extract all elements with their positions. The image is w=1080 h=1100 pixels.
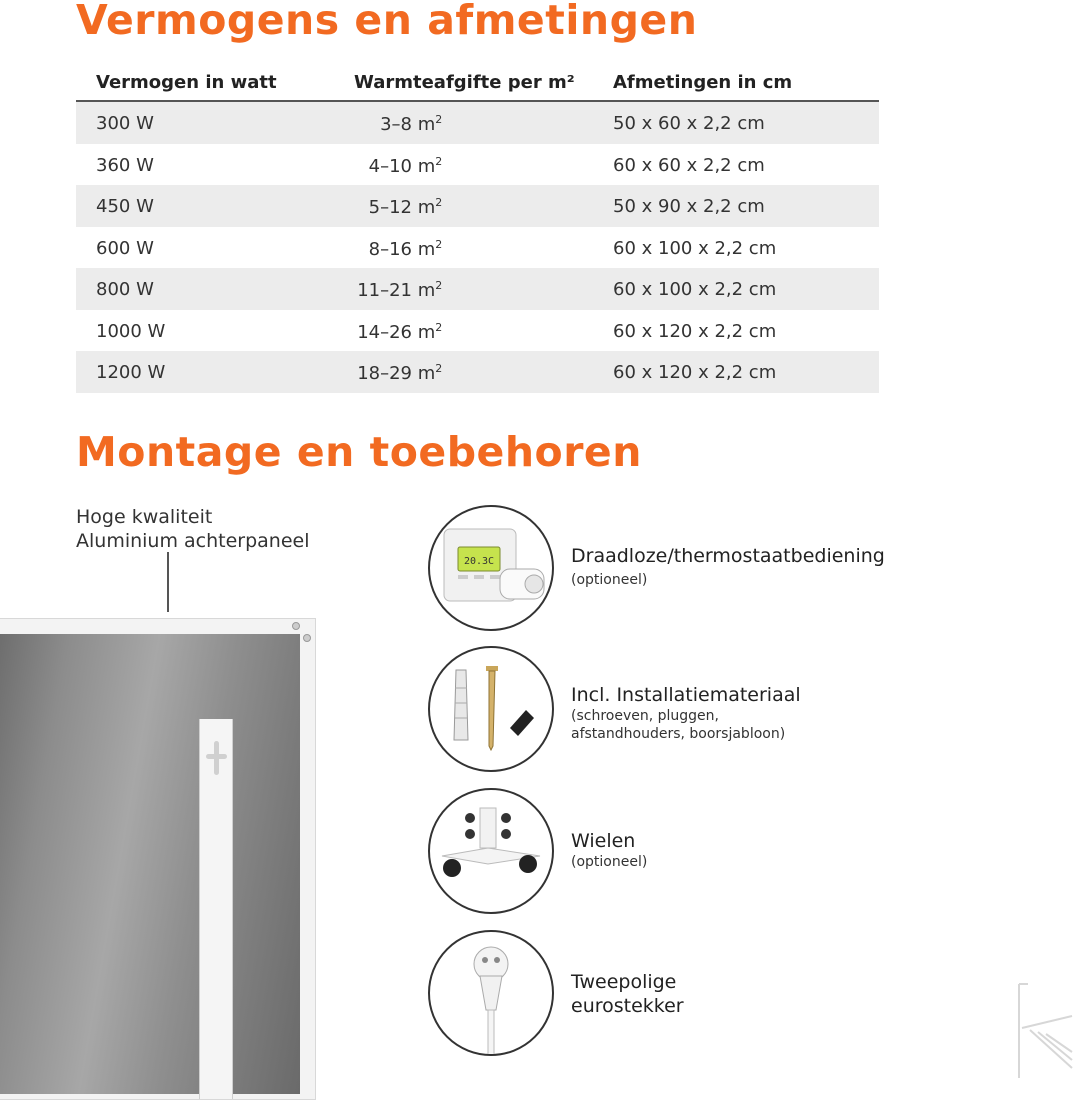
superscript: 2 <box>435 237 443 251</box>
cell-area-unit: m <box>417 155 436 177</box>
cell-area-unit: m <box>417 197 436 218</box>
panel-label <box>76 505 310 553</box>
cell-area <box>354 238 442 260</box>
thermostat-icon <box>430 507 552 629</box>
cell-dimensions: 50 x 90 x 2,2 cm <box>613 196 765 217</box>
brand-logo-icon <box>1016 982 1080 1082</box>
accessory-title-plug-2: eurostekker <box>571 995 684 1017</box>
superscript: 2 <box>435 279 443 292</box>
accessory-sub-wheels: (optioneel) <box>571 854 648 870</box>
cell-area-value: 5–12 <box>368 197 412 218</box>
cell-power: 1000 W <box>96 320 166 342</box>
accessory-title-thermostat: Draadloze/thermostaatbediening <box>571 545 885 567</box>
bracket-slot <box>206 754 227 759</box>
cell-area <box>354 155 442 177</box>
accessory-sub-thermostat: (optioneel) <box>571 572 648 588</box>
cell-dimensions: 50 x 60 x 2,2 cm <box>613 113 765 134</box>
table-row <box>76 102 879 144</box>
cell-area-value: 4–10 <box>368 155 412 177</box>
svg-text:20.3C: 20.3C <box>463 556 495 567</box>
cell-area-unit: m <box>417 280 436 301</box>
cell-area-value: 18–29 <box>357 363 412 384</box>
accessory-sub-installation-1: (schroeven, pluggen, <box>571 708 719 724</box>
accessory-title-installation: Incl. Installatiemateriaal <box>571 684 801 706</box>
wheels-image <box>428 788 554 914</box>
cell-power: 450 W <box>96 196 154 217</box>
thermostat-image <box>428 505 554 631</box>
superscript: 2 <box>435 196 443 209</box>
accessory-title-wheels: Wielen <box>571 830 636 852</box>
header-dimensions: Afmetingen in cm <box>613 72 793 93</box>
table-row <box>76 351 879 393</box>
superscript: 2 <box>435 113 443 126</box>
panel-label-line2: Aluminium achterpaneel <box>76 530 310 552</box>
mounting-bracket <box>199 719 233 1099</box>
cell-dimensions: 60 x 120 x 2,2 cm <box>613 320 777 342</box>
panel-label-line1: Hoge kwaliteit <box>76 506 213 528</box>
table-row <box>76 310 879 352</box>
plug-icon <box>430 932 552 1054</box>
header-power: Vermogen in watt <box>96 72 277 93</box>
cell-area-value: 3–8 <box>380 114 412 135</box>
cell-area-value: 14–26 <box>357 321 412 343</box>
aluminium-back-panel <box>0 634 300 1094</box>
installation-material-image <box>428 646 554 772</box>
cell-power: 360 W <box>96 154 154 176</box>
cell-power: 600 W <box>96 237 154 259</box>
cell-dimensions: 60 x 60 x 2,2 cm <box>613 154 765 176</box>
cell-dimensions: 60 x 100 x 2,2 cm <box>613 237 777 259</box>
table-row <box>76 227 879 269</box>
accessory-sub-installation-2: afstandhouders, boorsjabloon) <box>571 726 786 742</box>
cell-area <box>354 321 442 343</box>
superscript: 2 <box>435 320 443 334</box>
screws-icon <box>430 648 552 770</box>
table-row <box>76 268 879 310</box>
pointer-line <box>167 552 169 612</box>
cell-area-unit: m <box>417 238 436 260</box>
spec-table <box>76 62 879 393</box>
screw-icon <box>292 622 300 630</box>
cell-power: 1200 W <box>96 362 166 383</box>
cell-area <box>354 113 442 135</box>
cell-area-unit: m <box>417 114 436 135</box>
cell-area <box>354 279 442 301</box>
cell-area <box>354 362 442 384</box>
cell-dimensions: 60 x 100 x 2,2 cm <box>613 279 777 300</box>
accessory-title-plug-1: Tweepolige <box>571 971 677 993</box>
cell-area <box>354 196 442 218</box>
cell-power: 800 W <box>96 279 154 300</box>
plug-image <box>428 930 554 1056</box>
table-row <box>76 185 879 227</box>
screw-icon <box>303 634 311 642</box>
superscript: 2 <box>435 154 443 168</box>
cell-area-unit: m <box>417 321 436 343</box>
cell-area-value: 8–16 <box>368 238 412 260</box>
table-header <box>76 62 879 102</box>
table-row <box>76 144 879 186</box>
wheels-icon <box>430 790 552 912</box>
section-title-mounting: Montage en toebehoren <box>76 428 642 476</box>
section-title-specs: Vermogens en afmetingen <box>76 0 698 44</box>
cell-power: 300 W <box>96 113 154 134</box>
cell-area-unit: m <box>417 363 436 384</box>
superscript: 2 <box>435 362 443 375</box>
cell-dimensions: 60 x 120 x 2,2 cm <box>613 362 777 383</box>
header-area: Warmteafgifte per m² <box>354 72 575 93</box>
cell-area-value: 11–21 <box>357 280 412 301</box>
